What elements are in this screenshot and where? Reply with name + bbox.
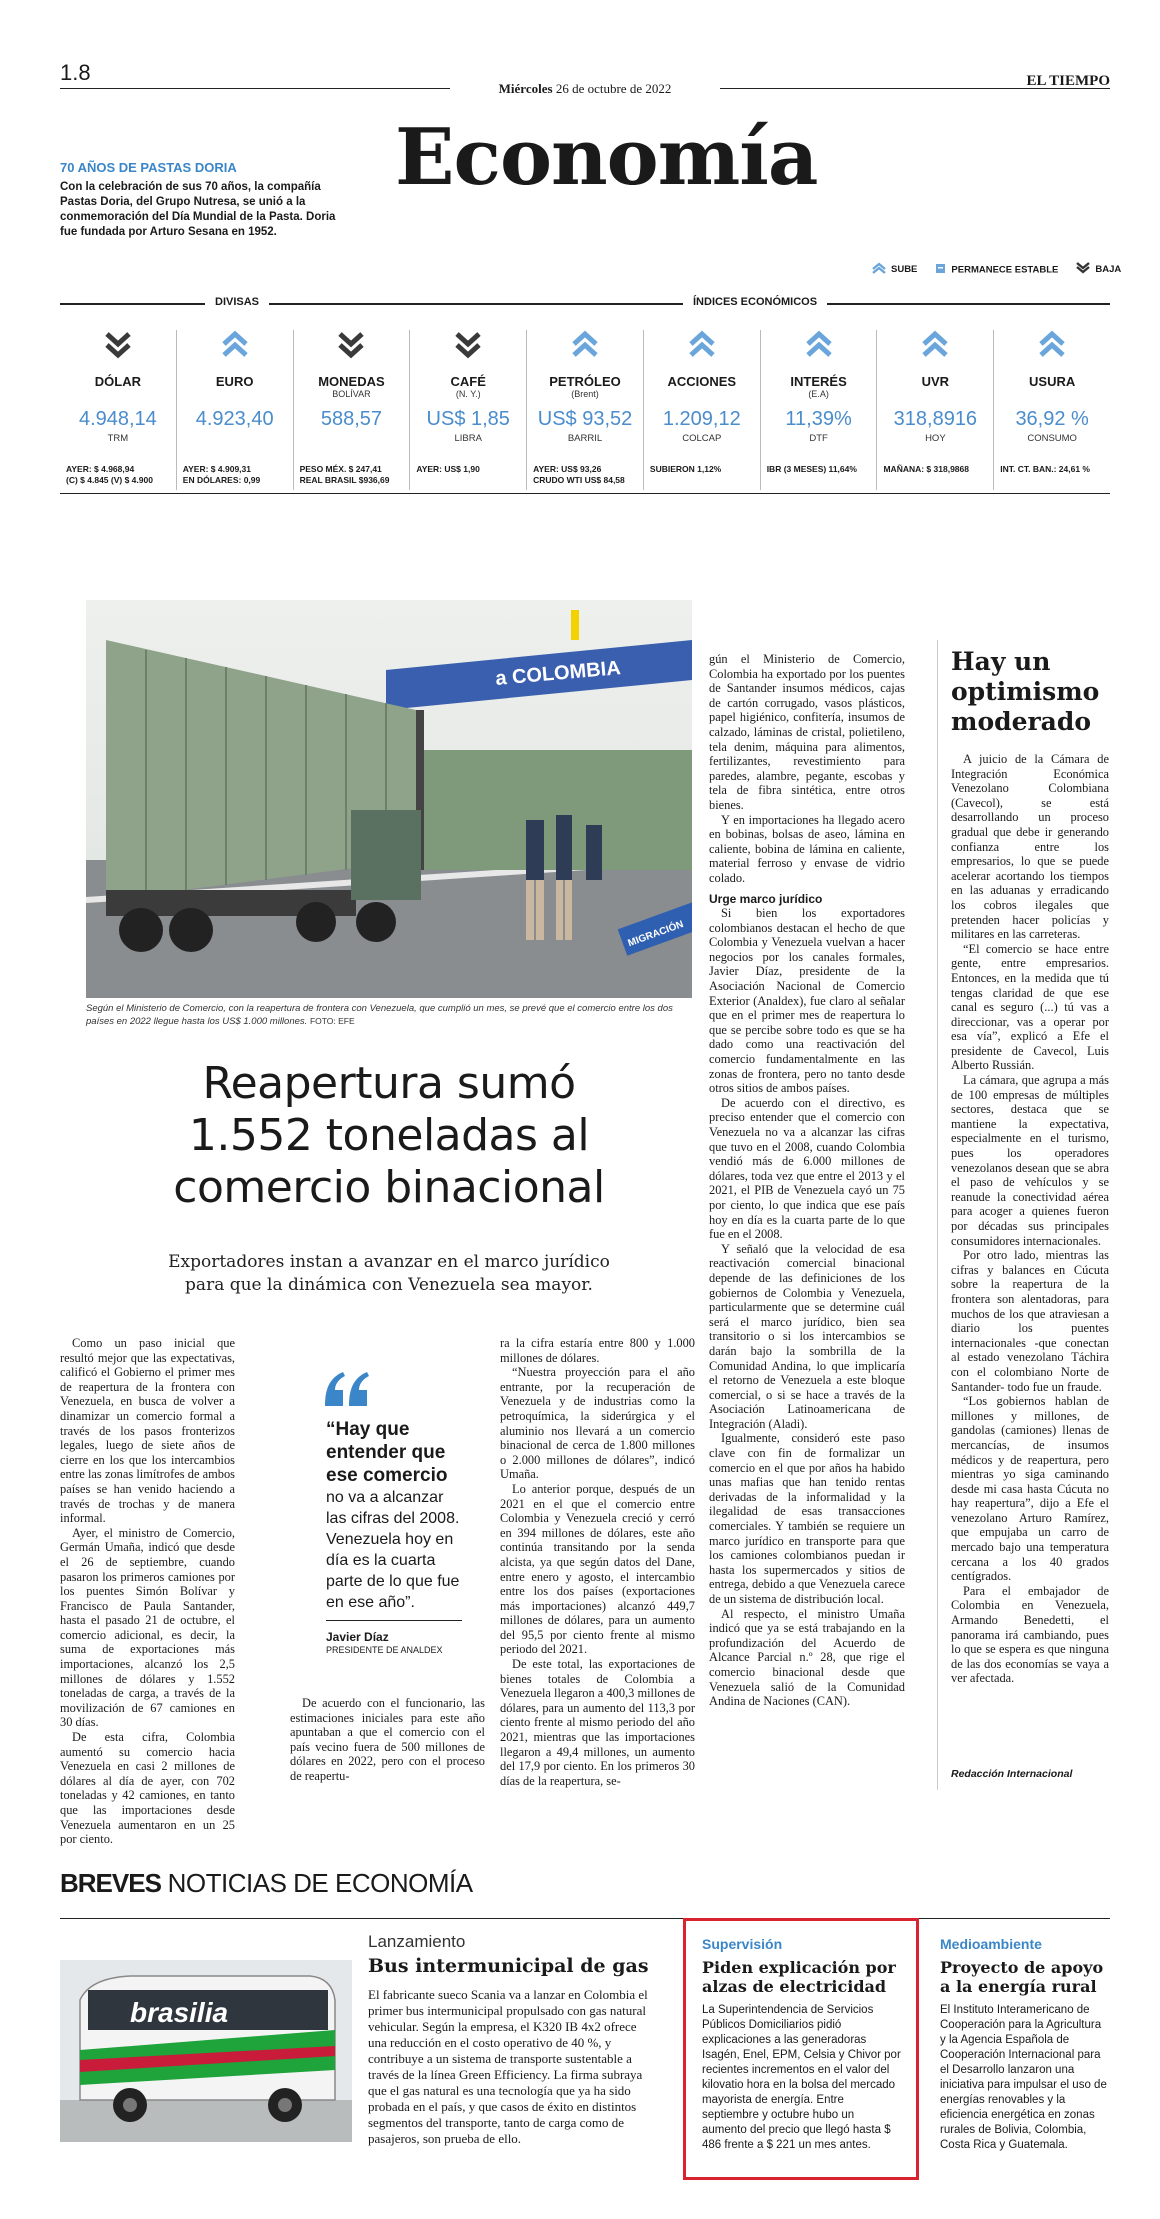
indicator-unit: DTF: [809, 433, 828, 444]
header-rule-left: [60, 88, 450, 89]
indicator-unit: CONSUMO: [1027, 433, 1077, 444]
indicator-unit: LIBRA: [454, 433, 482, 444]
indicator-foot-line: PESO MÉX. $ 247,41: [299, 464, 382, 474]
indicator-footnote: [883, 464, 989, 475]
indicator-name: EURO: [215, 374, 254, 389]
paragraph: Lo anterior porque, después de un 2021 en el que el comercio entre Colombia y Venezuela creció y cerró en 394 millones de dólares, este año continúa transitando por la senda alcista, ya que según datos del Dane, entre enero y agosto, el intercambio entre los dos países (exportaciones más importaciones) alcanzó 449,7 millones de dólares, para un aumento del 95,5 por ciento frente al mismo periodo del 2021.: [500, 1481, 695, 1657]
sidebar-divider: [937, 640, 938, 1790]
indicator-footnote: [300, 464, 406, 486]
group-indices: ÍNDICES ECONÓMICOS: [683, 296, 827, 308]
indicator-value: US$ 93,52: [537, 408, 633, 430]
section-title: Economía: [395, 112, 818, 203]
indicator-foot-line: (C) $ 4.845 (V) $ 4.900: [66, 475, 153, 485]
sidebar-credit: Redacción Internacional: [951, 1768, 1073, 1780]
breves-rule: [60, 1918, 1110, 1919]
article-column-2: [290, 1696, 485, 1784]
indicator-3: [410, 330, 527, 490]
stable-square-icon: [935, 263, 946, 277]
indicator-1: [177, 330, 294, 490]
indicator-value: 4.948,14: [78, 408, 157, 430]
brief-1-kicker: Lanzamiento: [368, 1932, 466, 1951]
paragraph: Para el embajador de Colombia en Venezuela, Armando Benedetti, el panorama irá cambiando, pues lo que se espera es que ninguna de las dos economías se vaya a ver afectada.: [951, 1583, 1109, 1686]
indicator-foot-line: MAÑANA: $ 318,9868: [883, 464, 969, 474]
border-photo: [86, 600, 692, 998]
indicator-footnote: [533, 464, 639, 486]
down-arrow-icon: [1076, 262, 1090, 277]
paragraph: “Nuestra proyección para el año entrante, por la recuperación de Venezuela y de industrias como la petroquímica, la siderúrgica y el aluminio nos llevará a un comercio binacional de cerca de 1.800 millones o 2.000 millones de dólares”, indicó Umaña.: [500, 1365, 695, 1482]
indicator-7: [877, 330, 994, 490]
indicator-foot-line: SUBIERON 1,12%: [649, 464, 722, 474]
brief-3-title: Proyecto de apoyo a la energía rural: [940, 1958, 1104, 1996]
brief-2-title: Piden explicación por alzas de electricidad: [702, 1958, 896, 1996]
paragraph: Ayer, el ministro de Comercio, Germán Umaña, indicó que desde el 26 de septiembre, cuando pasaron los primeros camiones por los puentes Simón Bolívar y Francisco de Paula Santander, hasta el pasado 21 de octubre, el comercio adicional, es decir, la suma de exportaciones más importaciones, alcanzó los 2,5 millones de dólares y 1.552 toneladas de carga, a través de la movilización de 67 camiones en 30 días.: [60, 1525, 235, 1730]
photo-sign-text: a COLOMBIA: [494, 657, 622, 690]
indicator-0: [60, 330, 177, 490]
indicator-value: US$ 1,85: [426, 408, 510, 430]
indicator-name: CAFÉ: [450, 374, 486, 389]
paragraph: De este total, las exportaciones de bienes totales de Colombia a Venezuela llegaron a 400,3 millones de dólares, para un aumento del 113,3 por ciento frente al mismo periodo del año 2021, mientras que las importaciones llegaron a 49,4 millones, un aumento del 17,9 por ciento. En los primeros 30 días de la reapertura, se-: [500, 1657, 695, 1788]
paragraph: gún el Ministerio de Comercio, Colombia ha exportado por los puentes de Santander insumos médicos, cajas de cartón corrugado, vasos plásticos, papel higiénico, confitería, insumos de calzado, láminas de cristal, polietileno, tela denim, máquina para alimentos, fertilizantes, revestimiento para paredes, alambre, pegante, escobas y tela de fibra sintética, entre otros bienes.: [709, 652, 905, 812]
paragraph: Si bien los exportadores colombianos destacan el hecho de que Colombia y Venezuela vuelvan a hacer negocios por los canales formales, Javier Díaz, presidente de la Asociación Nacional de Comercio Exterior (Analdex), fue claro al señalar que en el primer mes de reapertura lo que se percibe sobre todo es que se ha dado como una reactivación del comercio fundamentalmente en las zonas de frontera, pero no tanto desde otros sitios de ambos países.: [709, 906, 905, 1096]
trend-down-icon: [337, 330, 365, 364]
up-arrow-icon: [872, 262, 886, 277]
indicators-strip: [60, 330, 1110, 490]
indicator-sub: (N. Y.): [455, 389, 481, 399]
indicator-foot-line: INT. CT. BAN.: 24,61 %: [1000, 464, 1090, 474]
indicator-name: UVR: [921, 374, 950, 389]
paragraph: ra la cifra estaría entre 800 y 1.000 millones de dólares.: [500, 1336, 695, 1365]
trend-up-icon: [221, 330, 249, 364]
indicator-footnote: [767, 464, 873, 475]
top-brief-body: Con la celebración de sus 70 años, la compañía Pastas Doria, del Grupo Nutresa, se unió a la conmemoración del Día Mundial de la Pasta. Doria fue fundada por Arturo Sesana en 1952.: [60, 181, 336, 238]
indicator-value: 588,57: [320, 408, 383, 430]
trend-down-icon: [104, 330, 132, 364]
indicator-value: 11,39%: [785, 408, 852, 430]
trend-up-icon: [805, 330, 833, 364]
indicator-foot-line: IBR (3 MESES) 11,64%: [766, 464, 857, 474]
indicator-4: [527, 330, 644, 490]
trend-legend: SUBE PERMANECE ESTABLE BAJA: [872, 262, 1121, 277]
group-divisas: DIVISAS: [205, 296, 269, 308]
trend-down-icon: [454, 330, 482, 364]
brief-3-body: El Instituto Interamericano de Cooperación para la Agricultura y la Agencia Española de Cooperación Internacional para el Desarrollo lanzaron una iniciativa para impulsar el uso de energías renovables y la eficiencia energética en zonas rurales de Bolivia, Colombia, Costa Rica y Guatemala.: [940, 2004, 1107, 2151]
trend-up-icon: [571, 330, 599, 364]
indicator-name: INTERÉS: [790, 374, 847, 389]
indicator-unit: HOY: [925, 433, 946, 444]
indicator-footnote: [183, 464, 289, 486]
quote-mark-icon: [323, 1370, 369, 1412]
indicator-2: [294, 330, 411, 490]
indicator-footnote: [1000, 464, 1106, 475]
indicator-sub: (E.A): [808, 389, 829, 399]
paragraph: “Los gobiernos hablan de millones y millones, de gandolas (camiones) llenas de mercancías, de insumos médicos y de reapertura, pero mientras yo siga caminando desde mi casa hasta Cúcuta no hay reapertura”, dijo a Efe el venezolano Arturo Ramírez, que empujaba un carro de mercado bajo una temperatura cercana a los 40 grados centígrados.: [951, 1394, 1109, 1584]
sidebar-title: Hay un optimismo moderado: [951, 647, 1100, 736]
paragraph: De acuerdo con el directivo, es preciso entender que el comercio con Venezuela no va a alcanzar las cifras que tuvo en el 2008, cuando Colombia vendió más de 6.000 millones de dólares, toda vez que entre el 2013 y el 2021, el PIB de Venezuela cayó un 75 por ciento, lo que indica que ese país hoy en día es la cuarta parte de lo que fue en el 2008.: [709, 1095, 905, 1242]
article-column-4: [709, 652, 905, 1709]
brief-3-kicker: Medioambiente: [940, 1936, 1042, 1952]
indicator-unit: BARRIL: [567, 433, 603, 444]
paragraph: Y señaló que la velocidad de esa reactivación comercial binacional depende de las definiciones de los gobiernos de Colombia y Venezuela, particularmente que se determine cuál será el marco jurídico, bien sea transitorio o si los intercambios se darán bajo la sombrilla de la Comunidad Andina, lo que implicaría el retorno de Venezuela a este bloque comercial, o si se hace a través de la Asociación Latinoamericana de Integración (Aladi).: [709, 1241, 905, 1431]
trend-up-icon: [688, 330, 716, 364]
article-column-3: [500, 1336, 695, 1788]
indicator-value: 1.209,12: [662, 408, 741, 430]
bus-photo: [60, 1960, 352, 2142]
paragraph: Por otro lado, mientras las cifras y balances en Cúcuta sobre la reapertura de la frontera son alentadoras, para muchos de los que atraviesan a diario los puentes internacionales -que conectan al estado venezolano Táchira con el colombiano Norte de Santander- todo fue un fraude.: [951, 1248, 1109, 1394]
indicator-foot-line: REAL BRASIL $936,69: [299, 475, 390, 485]
indicator-5: [644, 330, 761, 490]
paragraph: Al respecto, el ministro Umaña indicó que ya se está trabajando en la profundización del Acuerdo de Alcance Parcial n.º 28, que rige el comercio binacional desde que Venezuela salió de la Comunidad Andina de Naciones (CAN).: [709, 1606, 905, 1709]
brief-1-title: Bus intermunicipal de gas: [368, 1955, 649, 1977]
sidebar-body: [951, 752, 1109, 1686]
indicator-sub: (Brent): [571, 389, 599, 399]
paragraph: De acuerdo con el funcionario, las estimaciones iniciales para este año apuntaban a que el comercio con el país vecino fuera de 500 millones de dólares en 2022, pero con el proceso de reapertu-: [290, 1696, 485, 1783]
indicator-unit: TRM: [107, 433, 129, 444]
brief-2-kicker: Supervisión: [702, 1936, 783, 1952]
pull-quote-role: PRESIDENTE DE ANALDEX: [326, 1645, 443, 1655]
pull-quote: “Hay que entender que ese comercio no va a alcanzar las cifras del 2008. Venezuela hoy en día es la cuarta parte de lo que fue en ese año”.: [326, 1419, 460, 1611]
headline-deck: Exportadores instan a avanzar en el marco jurídico para que la dinámica con Venezuela sea mayor.: [168, 1252, 610, 1295]
photo-plate-text: MIGRACIÓN: [626, 919, 686, 950]
paragraph: La cámara, que agrupa a más de 100 empresas de múltiples sectores, destaca que se mantiene la expectativa, especialmente en el turismo, pues los operadores venezolanos desean que se abra el paso de vehículos y se reanude la conectividad aérea para acoger a quienes fueron por décadas sus principales consumidores internacionales.: [951, 1073, 1109, 1248]
indicator-8: [994, 330, 1110, 490]
indicator-value: 4.923,40: [195, 408, 274, 430]
subheading: Urge marco jurídico: [709, 891, 823, 906]
indicators-bottom-rule: [60, 493, 1110, 494]
indicator-foot-line: AYER: US$ 1,90: [416, 464, 480, 474]
photo-caption: Según el Ministerio de Comercio, con la reapertura de frontera con Venezuela, que cumplió un mes, se prevé que el comercio entre los dos países en 2022 llegue hasta los US$ 1.000 millones. FOTO: EFE: [86, 1003, 673, 1027]
indicator-footnote: [416, 464, 522, 475]
brief-2-body: La Superintendencia de Servicios Públicos Domiciliarios pidió explicaciones a las generadoras Isagén, Enel, EPM, Celsia y Chivor por recientes incrementos en el valor del kilovatio hora en la bolsa del mercado mayorista de energía. Entre septiembre y octubre hubo un aumento del precio que llegó hasta $ 486 frente a $ 221 un mes antes.: [702, 2004, 901, 2151]
top-brief-kicker: 70 AÑOS DE PASTAS DORIA: [60, 160, 237, 175]
indicator-name: MONEDAS: [318, 374, 385, 389]
indicator-foot-line: AYER: US$ 93,26: [533, 464, 602, 474]
pull-quote-rule: [326, 1620, 462, 1621]
pull-quote-author: Javier Díaz: [326, 1630, 389, 1644]
indicator-unit: COLCAP: [682, 433, 722, 444]
bus-brand-text: brasilia: [130, 1997, 229, 2028]
indicator-value: 36,92 %: [1015, 408, 1089, 430]
indicator-foot-line: CRUDO WTI US$ 84,58: [533, 475, 625, 485]
paragraph: A juicio de la Cámara de Integración Económica Venezolano Colombiana (Cavecol), se está desarrollando un proceso gradual que debe ir generando confianza entre los empresarios, lo que se puede acelerar acortando los tiempos en las aduanas y erradicando los cobros ilegales que pretenden hacer policías y militares en las carreteras.: [951, 752, 1109, 942]
brand-logo: EL TIEMPO: [1026, 73, 1110, 89]
indicator-name: DÓLAR: [94, 374, 141, 389]
indicator-6: [761, 330, 878, 490]
main-headline: Reapertura sumó 1.552 toneladas al comercio binacional: [173, 1058, 605, 1213]
brief-1-body: El fabricante sueco Scania va a lanzar en Colombia el primer bus intermunicipal propulsado con gas natural vehicular. Según la empresa, el K320 IB 4x2 ofrece una reducción en el costo operativo de 40 %, y contribuye a un sistema de transporte sustentable a través de la línea Green Efficiency. La firma subraya que el gas natural es una tecnología que ya ha sido probada en el país, y que casos de éxito en distintos segmentos del transporte, tanto de carga como de pasajeros, son prueba de ello.: [368, 1987, 648, 2146]
indicator-sub: BOLÍVAR: [332, 389, 371, 399]
paragraph: “El comercio se hace entre gente, entre empresarios. Entonces, en la medida que tú tengas claridad de que ese canal es seguro (...) tú vas a direccionar, vas a operar por esa vía”, explicó a Efe el presidente de Cavecol, Luis Alberto Russián.: [951, 941, 1109, 1073]
indicator-footnote: [650, 464, 756, 475]
breves-title: BREVES NOTICIAS DE ECONOMÍA: [60, 1868, 473, 1898]
indicator-foot-line: AYER: $ 4.909,31: [182, 464, 251, 474]
indicator-name: PETRÓLEO: [549, 374, 621, 389]
paragraph: De esta cifra, Colombia aumentó su comercio hacia Venezuela en casi 2 millones de dólares al día de ayer, con 702 toneladas y 42 camiones, en tanto que las importaciones desde Venezuela aumentaron en un 25 por ciento.: [60, 1730, 235, 1847]
paragraph: Igualmente, consideró este paso clave con fin de formalizar un comercio en el que por años ha habido unas mafias que han tenido rentas derivadas de la informalidad y la ilegalidad de esas transacciones comerciales. Y también se requiere un marco jurídico en transporte para que los camiones colombianos puedan ir hasta los supermercados y sitios de entrega, debido a que Venezuela carece de un sistema de distribución local.: [709, 1431, 905, 1606]
trend-up-icon: [1038, 330, 1066, 364]
indicator-foot-line: EN DÓLARES: 0,99: [182, 475, 261, 485]
page-number: 1.8: [60, 60, 91, 85]
indicator-footnote: [66, 464, 172, 486]
trend-up-icon: [921, 330, 949, 364]
issue-date: Miércoles 26 de octubre de 2022: [498, 81, 672, 96]
indicator-name: USURA: [1029, 374, 1076, 389]
indicator-value: 318,8916: [893, 408, 978, 430]
indicator-name: ACCIONES: [667, 374, 737, 389]
paragraph: Como un paso inicial que resultó mejor que las expectativas, calificó el Gobierno el primer mes de reapertura de la frontera con Venezuela, en busca de volver a dinamizar un comercio formal a través de los pasos fronterizos legales, luego de siete años de cierre en los que los intercambios entre las zonas limítrofes de ambos países se han venido haciendo a través de trochas y de manera informal.: [60, 1336, 235, 1526]
paragraph: Y en importaciones ha llegado acero en bobinas, bolsas de aseo, lámina en caliente, bobina de lámina en caliente, material ferroso y envase de vidrio colado.: [709, 812, 905, 885]
article-column-1: [60, 1336, 235, 1847]
indicator-foot-line: AYER: $ 4.968,94: [66, 464, 135, 474]
